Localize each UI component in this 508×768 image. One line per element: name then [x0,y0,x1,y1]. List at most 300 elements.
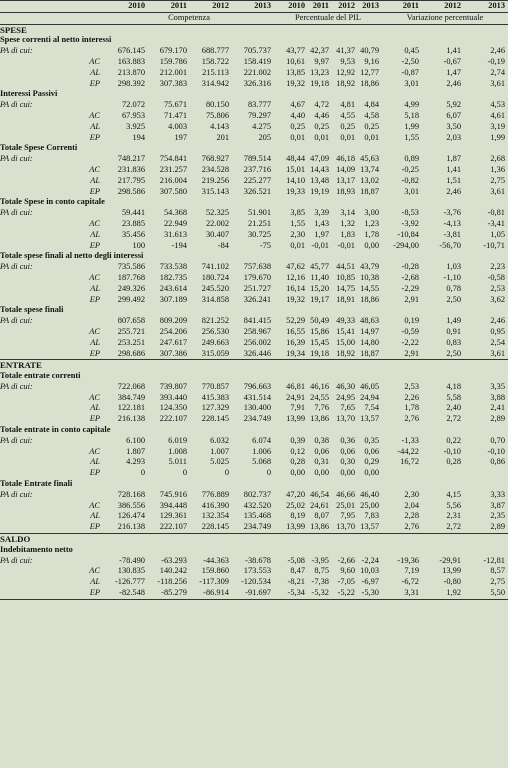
value-pil: 1,55 [290,218,305,228]
data-row [0,327,508,338]
block-title-row [0,89,508,100]
value-competenza: 745.916 [159,489,187,499]
value-variazione: 1,55 [404,132,419,142]
value-pil: 45,77 [310,262,329,272]
value-competenza: 201 [216,132,229,142]
value-competenza: 130.835 [117,566,145,576]
row-label: PA di cui: [0,555,33,565]
value-pil: 3,85 [290,208,305,218]
value-variazione: -2,68 [401,272,419,282]
value-variazione: 3,31 [382,588,422,599]
value-competenza: 243.614 [159,283,187,293]
value-competenza: 326.446 [243,348,271,358]
data-row [0,111,508,122]
value-competenza: 22.002 [205,218,229,228]
value-competenza: 722.068 [117,381,145,391]
value-competenza: 124.350 [159,403,187,413]
value-pil: 0,01 [364,132,379,142]
value-competenza: 216.138 [117,522,145,532]
value-pil: -5,32 [308,588,332,599]
value-competenza: 213.870 [117,67,145,77]
block-title: Totale entrate in conto capitale [0,425,111,435]
block-title: Totale Spese Correnti [0,143,78,153]
data-row [0,273,508,284]
value-competenza: 3.925 [126,121,145,131]
value-variazione: 2,31 [446,511,461,521]
value-competenza: 688.777 [201,46,229,56]
value-pil: 0,00 [364,240,379,250]
value-variazione: 1,99 [490,132,505,142]
value-competenza: 0 [182,468,187,478]
value-competenza: 22.949 [163,218,187,228]
value-competenza: 228.145 [201,414,229,424]
value-pil: 46,81 [286,381,305,391]
value-competenza: 315.143 [201,186,229,196]
group-percentuale-pil: Percentuale del PIL [274,12,382,24]
value-competenza: 4.143 [210,121,229,131]
value-variazione: 1,41 [446,46,461,56]
value-competenza: 776.889 [201,489,229,499]
value-pil: 18,92 [336,348,355,358]
value-variazione: 0,83 [446,337,461,347]
row-label: AL [90,283,100,293]
data-row [0,447,508,458]
value-pil: 19,19 [310,186,329,196]
value-variazione: 3,35 [490,381,505,391]
value-pil: 1,83 [340,229,355,239]
value-competenza: 298.392 [117,78,145,88]
value-competenza: 234.749 [243,522,271,532]
value-competenza: 0 [140,468,145,478]
year-var: 2011 [382,1,422,13]
block-title-row [0,305,508,316]
value-pil: 9,53 [340,56,355,66]
value-competenza: 394.448 [159,500,187,510]
value-pil: 0,31 [314,457,329,467]
value-competenza: 215.113 [202,67,229,77]
value-pil: 46,16 [310,381,329,391]
row-label: AC [89,326,100,336]
value-variazione [422,468,464,479]
data-row [0,403,508,414]
value-variazione: 1,47 [446,67,461,77]
value-variazione: 2,91 [404,294,419,304]
value-variazione: -0,10 [443,446,461,456]
value-pil: 24,91 [286,392,305,402]
value-competenza: 237.716 [243,164,271,174]
value-variazione: 2,72 [446,414,461,424]
value-pil: 13,85 [286,67,305,77]
value-competenza: 6.100 [126,435,145,445]
value-variazione: -4,13 [443,218,461,228]
year-comp: 2012 [190,1,232,13]
value-pil: 0,28 [290,457,305,467]
value-competenza: 80.150 [205,100,229,110]
value-pil: 4,55 [340,110,355,120]
value-competenza: 71.471 [163,110,187,120]
value-variazione: 1,78 [404,403,419,413]
data-row [0,349,508,360]
value-variazione: 1,99 [404,121,419,131]
row-label: PA di cui: [0,435,33,445]
value-competenza: 6.019 [168,435,187,445]
value-variazione: -10,71 [483,240,505,250]
data-row [0,57,508,68]
value-competenza: 130.400 [243,403,271,413]
value-competenza: 249.326 [117,283,145,293]
value-competenza: 4.003 [168,121,187,131]
row-label: AL [90,121,100,131]
value-variazione: 5,58 [446,392,461,402]
value-pil: 46,30 [336,381,355,391]
value-variazione: 0,95 [490,326,505,336]
section-title: ENTRATE [0,360,508,371]
year-var: 2012 [422,1,464,13]
value-pil: 13,48 [310,175,329,185]
value-variazione: 5,56 [446,500,461,510]
value-variazione: 1,87 [446,154,461,164]
value-competenza: 129.361 [159,511,187,521]
value-pil: 0,25 [290,121,305,131]
value-variazione: 3,61 [490,348,505,358]
value-variazione: -3,92 [401,218,419,228]
value-competenza: 187.768 [117,272,145,282]
value-pil: 15,00 [336,337,355,347]
value-pil: 0,25 [314,121,329,131]
value-competenza: 205 [258,132,271,142]
value-pil: 0,06 [364,446,379,456]
value-pil: -2,66 [337,555,355,565]
value-variazione: 16,72 [400,457,419,467]
value-competenza: 35.456 [121,229,145,239]
value-pil: 2,30 [290,229,305,239]
value-variazione: -2,50 [401,56,419,66]
value-competenza: 326.521 [243,186,271,196]
value-competenza: 298.686 [117,348,145,358]
value-pil: -5,22 [332,588,358,599]
value-pil: -5,08 [287,555,305,565]
value-competenza: 132.354 [201,511,229,521]
value-variazione: 3,19 [490,121,505,131]
value-variazione: 2,75 [490,175,505,185]
value-competenza: -86.914 [190,588,232,599]
value-variazione: -0,82 [401,175,419,185]
data-row [0,436,508,447]
value-pil: 0,36 [340,435,355,445]
value-pil: 13,86 [310,522,329,532]
value-variazione: 3,01 [404,78,419,88]
value-competenza: 100 [132,240,145,250]
value-competenza: -75 [259,240,271,250]
value-competenza: 4.275 [252,121,271,131]
value-pil: 0,06 [340,446,355,456]
value-competenza: 251.727 [243,283,271,293]
value-competenza: 225.277 [243,175,271,185]
value-pil: 15,01 [286,164,305,174]
data-row [0,219,508,230]
value-competenza: 135.468 [243,511,271,521]
value-competenza: 728.168 [117,489,145,499]
value-pil: 19,18 [310,348,329,358]
value-competenza: 23.885 [121,218,145,228]
value-pil: -5,34 [274,588,308,599]
value-variazione: 2,46 [446,186,461,196]
value-pil: 19,34 [286,348,305,358]
data-row [0,522,508,533]
value-competenza: 386.556 [117,500,145,510]
value-pil: 24,95 [336,392,355,402]
data-row [0,46,508,57]
data-row [0,79,508,90]
year-pil: 2011 [308,1,332,13]
value-variazione: 2,89 [490,522,505,532]
value-variazione: 2,35 [490,511,505,521]
value-pil: 40,79 [360,46,379,56]
data-row [0,577,508,588]
value-competenza: 221.002 [243,67,271,77]
value-pil: 19,17 [310,294,329,304]
row-label: AC [89,164,100,174]
value-competenza: 821.252 [201,316,229,326]
value-pil: 0,00 [340,468,355,478]
block-title: Totale Entrate finali [0,479,73,489]
value-variazione: 0,91 [446,326,461,336]
value-pil: 4,72 [314,100,329,110]
value-pil: 8,07 [314,511,329,521]
value-competenza: 1.008 [168,446,187,456]
data-row [0,338,508,349]
value-competenza: 841.415 [243,316,271,326]
value-pil: 0,12 [290,446,305,456]
value-variazione: -1,10 [443,272,461,282]
value-variazione: -0,87 [401,67,419,77]
value-variazione: -44,22 [397,446,419,456]
row-label: AL [90,577,100,587]
value-variazione: 4,99 [404,100,419,110]
row-label: PA di cui: [0,381,33,391]
value-variazione: 4,61 [490,110,505,120]
value-pil: 48,63 [360,316,379,326]
value-competenza: 735.586 [117,262,145,272]
value-pil: 46,18 [336,154,355,164]
row-label: AL [90,229,100,239]
block-title: Totale Spese in conto capitale [0,197,105,207]
value-variazione: -2,22 [401,337,419,347]
value-pil: 13,74 [360,164,379,174]
value-pil: 25,00 [360,500,379,510]
value-competenza: 194 [132,132,145,142]
value-pil: 18,87 [360,348,379,358]
value-variazione: 2,75 [490,577,505,587]
row-label: AC [89,500,100,510]
value-pil: 8,47 [290,566,305,576]
row-label: EP [0,588,104,599]
value-competenza: 796.663 [243,381,271,391]
value-competenza: -78.490 [119,555,145,565]
value-competenza: -85.279 [148,588,190,599]
value-pil: -7,38 [311,577,329,587]
value-competenza: 159.786 [159,56,187,66]
value-pil: 14,75 [336,283,355,293]
value-variazione: 1,49 [446,316,461,326]
value-pil: 0,39 [290,435,305,445]
value-pil: 43,77 [286,46,305,56]
value-pil: 24,61 [310,500,329,510]
value-variazione: 4,15 [446,489,461,499]
value-competenza: 802.737 [243,489,271,499]
value-pil: 4,58 [364,110,379,120]
value-variazione: 5,50 [464,588,508,599]
value-pil: 1,97 [314,229,329,239]
value-competenza: 51.901 [247,208,271,218]
value-competenza: 768.927 [201,154,229,164]
value-variazione: 1,41 [446,164,461,174]
value-variazione: -6,72 [401,577,419,587]
value-competenza: 809.209 [159,316,187,326]
value-variazione: 2,30 [404,489,419,499]
value-pil: 13,99 [286,522,305,532]
data-row [0,468,508,479]
value-variazione: 8,57 [490,566,505,576]
row-label: AL [90,403,100,413]
value-competenza: 5.068 [252,457,271,467]
year-comp: 2010 [104,1,148,13]
value-competenza: 158.419 [243,56,271,66]
value-pil: 13,17 [336,175,355,185]
value-competenza: 126.474 [117,511,145,521]
value-pil: 18,93 [336,186,355,196]
value-variazione: 2,68 [490,154,505,164]
value-competenza: 789.514 [243,154,271,164]
value-competenza: 247.617 [159,337,187,347]
value-pil: 9,97 [314,56,329,66]
row-label: PA di cui: [0,262,33,272]
value-competenza: 432.520 [243,500,271,510]
value-competenza: 6.074 [252,435,271,445]
row-label: AL [90,67,100,77]
value-pil: 9,16 [364,56,379,66]
value-competenza: 5.011 [168,457,187,467]
value-pil: 14,10 [286,175,305,185]
value-pil: 7,91 [290,403,305,413]
value-variazione: 3,87 [490,500,505,510]
data-row [0,295,508,306]
value-pil: 0,00 [314,468,329,478]
row-label: AL [90,337,100,347]
value-pil: 14,43 [310,164,329,174]
value-pil: 44,51 [336,262,355,272]
value-pil: 3,39 [314,208,329,218]
block-title: Totale entrate correnti [0,371,81,381]
value-variazione: 3,61 [490,78,505,88]
value-variazione: 6,07 [446,110,461,120]
data-row [0,122,508,133]
value-competenza: 299.492 [117,294,145,304]
value-competenza: 163.883 [117,56,145,66]
value-variazione: 2,76 [404,414,419,424]
value-pil: 0,00 [290,468,305,478]
value-variazione: -10,84 [397,229,419,239]
value-variazione: 0,78 [446,283,461,293]
row-label: PA di cui: [0,208,33,218]
value-pil: 13,70 [336,414,355,424]
value-competenza: 298.586 [117,186,145,196]
value-variazione: 2,03 [446,132,461,142]
row-label: EP [89,78,100,88]
value-pil: 14,80 [360,337,379,347]
value-competenza: 314.858 [201,294,229,304]
value-pil: 0,01 [290,132,305,142]
value-variazione: 2,28 [404,511,419,521]
block-title: Spese correnti al netto interessi [0,35,112,45]
value-pil: 13,02 [360,175,379,185]
value-pil: 46,66 [336,489,355,499]
value-pil: 10,38 [360,272,379,282]
value-variazione: 2,91 [404,348,419,358]
row-label: AC [89,566,100,576]
value-competenza: -126.777 [114,577,145,587]
value-pil: 19,32 [286,294,305,304]
value-competenza: 754.841 [159,154,187,164]
value-pil: 12,77 [360,67,379,77]
value-competenza: 739.807 [159,381,187,391]
value-variazione: -0,28 [401,262,419,272]
value-pil: 0,25 [340,121,355,131]
data-row [0,133,508,144]
value-variazione: 0,28 [446,457,461,467]
value-competenza: 54.368 [163,208,187,218]
value-variazione: 2,76 [404,522,419,532]
value-variazione: 2,46 [490,46,505,56]
data-row [0,68,508,79]
value-pil: 7,54 [364,403,379,413]
value-pil: 1,23 [364,218,379,228]
row-label: PA di cui: [0,154,33,164]
value-pil: 14,09 [336,164,355,174]
value-competenza: 0 [266,468,271,478]
value-pil: 0,00 [364,468,379,478]
value-pil: 13,23 [310,67,329,77]
value-pil: 10,03 [360,566,379,576]
row-label: AC [89,446,100,456]
year-header-row [0,1,508,13]
value-variazione: -2,29 [401,283,419,293]
value-competenza: 159.860 [201,566,229,576]
value-pil: -2,24 [361,555,379,565]
group-competenza: Competenza [104,12,274,24]
value-competenza: 216.138 [117,414,145,424]
value-competenza: 770.857 [201,381,229,391]
data-row [0,566,508,577]
data-row [0,187,508,198]
value-variazione: -3,81 [443,229,461,239]
value-competenza: 307.383 [159,78,187,88]
value-variazione: -294,00 [393,240,419,250]
row-label: PA di cui: [0,316,33,326]
value-competenza: 0 [224,468,229,478]
value-pil: 46,54 [310,489,329,499]
value-competenza: 757.638 [243,262,271,272]
value-pil: 13,86 [310,414,329,424]
value-variazione: 3,88 [490,392,505,402]
year-pil: 2010 [274,1,308,13]
row-label: PA di cui: [0,489,33,499]
value-competenza: 307.386 [159,348,187,358]
value-variazione: 1,03 [446,262,461,272]
value-variazione: 4,18 [446,381,461,391]
row-label: EP [89,240,100,250]
block-title-row [0,371,508,382]
